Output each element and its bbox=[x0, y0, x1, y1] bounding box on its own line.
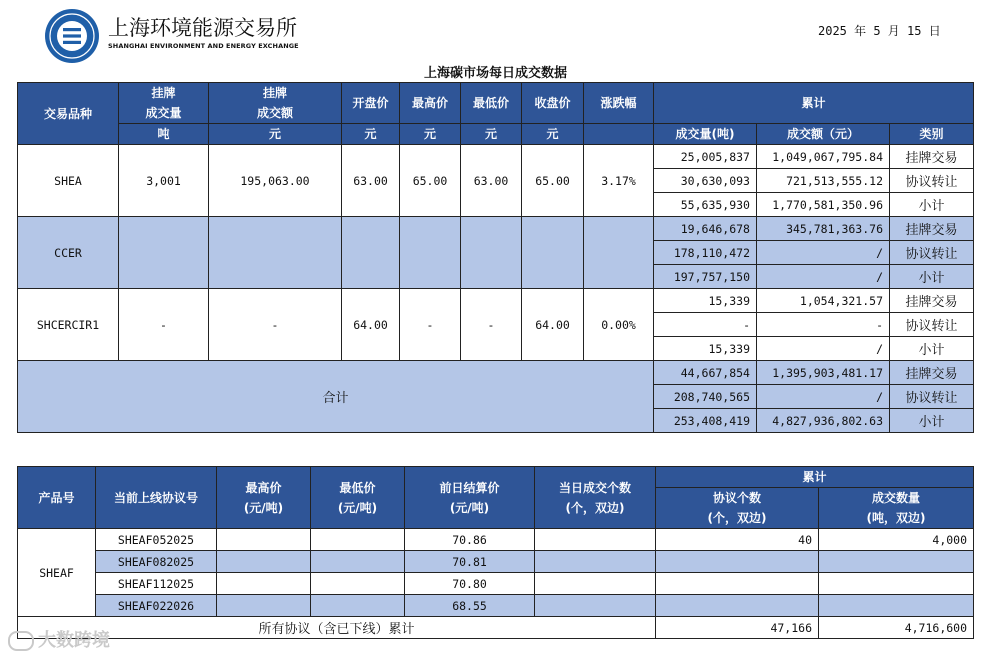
product-name: SHEA bbox=[18, 145, 119, 217]
trade-type: 协议转让 bbox=[890, 169, 974, 193]
trade-type: 挂牌交易 bbox=[890, 145, 974, 169]
header-settle-price: 前日结算价 (元/吨) bbox=[405, 467, 535, 529]
total-row bbox=[18, 361, 974, 385]
high-price bbox=[217, 595, 311, 617]
listed-amount bbox=[209, 217, 342, 289]
low-price bbox=[311, 529, 405, 551]
unit-open: 元 bbox=[342, 124, 400, 145]
price-change: 0.00% bbox=[584, 289, 654, 361]
cum-amount: 1,770,581,350.96 bbox=[757, 193, 890, 217]
org-name-en: SHANGHAI ENVIRONMENT AND ENERGY EXCHANGE bbox=[108, 42, 299, 50]
header-high: 最高价 bbox=[400, 83, 461, 124]
table-row bbox=[18, 551, 974, 573]
table-row bbox=[18, 595, 974, 617]
unit-low: 元 bbox=[461, 124, 522, 145]
watermark-text: 大数跨境 bbox=[38, 630, 110, 651]
price-change bbox=[584, 217, 654, 289]
trade-type: 挂牌交易 bbox=[890, 217, 974, 241]
product-name: CCER bbox=[18, 217, 119, 289]
trade-type: 挂牌交易 bbox=[890, 289, 974, 313]
settle-price: 68.55 bbox=[405, 595, 535, 617]
contract-code: SHEAF082025 bbox=[96, 551, 217, 573]
total-qty: 4,716,600 bbox=[819, 617, 974, 639]
unit-high: 元 bbox=[400, 124, 461, 145]
contract-code: SHEAF022026 bbox=[96, 595, 217, 617]
settle-price: 70.81 bbox=[405, 551, 535, 573]
total-count: 47,166 bbox=[656, 617, 819, 639]
low-price bbox=[461, 217, 522, 289]
header-cum-amount: 成交额（元） bbox=[757, 124, 890, 145]
cum-amount: - bbox=[757, 313, 890, 337]
low-price: 63.00 bbox=[461, 145, 522, 217]
close-price: 64.00 bbox=[522, 289, 584, 361]
trade-type: 挂牌交易 bbox=[890, 361, 974, 385]
cum-volume: 25,005,837 bbox=[654, 145, 757, 169]
cum-count bbox=[656, 573, 819, 595]
cum-volume: 15,339 bbox=[654, 289, 757, 313]
header-high-price: 最高价 (元/吨) bbox=[217, 467, 311, 529]
trade-type: 小计 bbox=[890, 193, 974, 217]
cum-amount: 1,395,903,481.17 bbox=[757, 361, 890, 385]
low-price bbox=[311, 573, 405, 595]
table-row bbox=[18, 573, 974, 595]
table-row bbox=[18, 289, 974, 313]
daily-count bbox=[535, 595, 656, 617]
trade-type: 小计 bbox=[890, 265, 974, 289]
header-product: 交易品种 bbox=[18, 83, 119, 145]
header-listed-amount: 挂牌 成交额 bbox=[209, 83, 342, 124]
trade-type: 小计 bbox=[890, 337, 974, 361]
cum-amount: 345,781,363.76 bbox=[757, 217, 890, 241]
open-price bbox=[342, 217, 400, 289]
daily-count bbox=[535, 551, 656, 573]
header-product-code: 产品号 bbox=[18, 467, 96, 529]
cum-qty: 4,000 bbox=[819, 529, 974, 551]
trade-type: 协议转让 bbox=[890, 241, 974, 265]
cum-volume: 55,635,930 bbox=[654, 193, 757, 217]
cum-volume: - bbox=[654, 313, 757, 337]
cum-qty bbox=[819, 595, 974, 617]
cum-amount: 1,054,321.57 bbox=[757, 289, 890, 313]
total-row bbox=[18, 617, 974, 639]
table-row bbox=[18, 145, 974, 169]
header-close: 收盘价 bbox=[522, 83, 584, 124]
cum-amount: 1,049,067,795.84 bbox=[757, 145, 890, 169]
table-row bbox=[18, 529, 974, 551]
listed-amount: 195,063.00 bbox=[209, 145, 342, 217]
unit-change bbox=[584, 124, 654, 145]
unit-volume: 吨 bbox=[119, 124, 209, 145]
header-type: 类别 bbox=[890, 124, 974, 145]
cum-amount: / bbox=[757, 265, 890, 289]
contract-code: SHEAF052025 bbox=[96, 529, 217, 551]
total-label: 所有协议（含已下线）累计 bbox=[18, 617, 656, 639]
high-price: - bbox=[400, 289, 461, 361]
header-cumulative: 累计 bbox=[656, 467, 974, 488]
unit-amount: 元 bbox=[209, 124, 342, 145]
settle-price: 70.86 bbox=[405, 529, 535, 551]
close-price: 65.00 bbox=[522, 145, 584, 217]
product-code: SHEAF bbox=[18, 529, 96, 617]
cum-volume: 208,740,565 bbox=[654, 385, 757, 409]
daily-count bbox=[535, 573, 656, 595]
header-daily-count: 当日成交个数 (个，双边) bbox=[535, 467, 656, 529]
open-price: 64.00 bbox=[342, 289, 400, 361]
header-cumulative: 累计 bbox=[654, 83, 974, 124]
cum-volume: 30,630,093 bbox=[654, 169, 757, 193]
cum-count bbox=[656, 551, 819, 573]
high-price bbox=[400, 217, 461, 289]
cum-qty bbox=[819, 551, 974, 573]
listed-volume bbox=[119, 217, 209, 289]
header-cum-volume: 成交量(吨) bbox=[654, 124, 757, 145]
futures-table bbox=[17, 466, 974, 639]
cum-qty bbox=[819, 573, 974, 595]
header-low: 最低价 bbox=[461, 83, 522, 124]
trade-type: 小计 bbox=[890, 409, 974, 433]
cum-volume: 19,646,678 bbox=[654, 217, 757, 241]
product-name: SHCERCIR1 bbox=[18, 289, 119, 361]
cum-amount: / bbox=[757, 337, 890, 361]
cum-amount: 721,513,555.12 bbox=[757, 169, 890, 193]
header-contract: 当前上线协议号 bbox=[96, 467, 217, 529]
listed-volume: 3,001 bbox=[119, 145, 209, 217]
total-label: 合计 bbox=[18, 361, 654, 433]
listed-amount: - bbox=[209, 289, 342, 361]
cum-amount: / bbox=[757, 385, 890, 409]
high-price bbox=[217, 573, 311, 595]
cum-volume: 197,757,150 bbox=[654, 265, 757, 289]
daily-count bbox=[535, 529, 656, 551]
cum-volume: 253,408,419 bbox=[654, 409, 757, 433]
header-open: 开盘价 bbox=[342, 83, 400, 124]
chat-bubble-icon bbox=[8, 631, 34, 651]
cum-count: 40 bbox=[656, 529, 819, 551]
org-name-cn: 上海环境能源交易所 bbox=[108, 16, 297, 40]
trade-type: 协议转让 bbox=[890, 313, 974, 337]
low-price: - bbox=[461, 289, 522, 361]
cum-count bbox=[656, 595, 819, 617]
cum-volume: 178,110,472 bbox=[654, 241, 757, 265]
trade-type: 协议转让 bbox=[890, 385, 974, 409]
settle-price: 70.80 bbox=[405, 573, 535, 595]
listed-volume: - bbox=[119, 289, 209, 361]
daily-trading-table bbox=[17, 82, 974, 433]
cum-volume: 44,667,854 bbox=[654, 361, 757, 385]
table-row bbox=[18, 217, 974, 241]
open-price: 63.00 bbox=[342, 145, 400, 217]
header-listed-volume: 挂牌 成交量 bbox=[119, 83, 209, 124]
header-change: 涨跌幅 bbox=[584, 83, 654, 124]
cum-amount: / bbox=[757, 241, 890, 265]
cum-amount: 4,827,936,802.63 bbox=[757, 409, 890, 433]
contract-code: SHEAF112025 bbox=[96, 573, 217, 595]
cum-volume: 15,339 bbox=[654, 337, 757, 361]
exchange-logo bbox=[44, 8, 100, 64]
header-low-price: 最低价 (元/吨) bbox=[311, 467, 405, 529]
unit-close: 元 bbox=[522, 124, 584, 145]
header-cum-qty: 成交数量 (吨，双边) bbox=[819, 488, 974, 529]
report-date: 2025 年 5 月 15 日 bbox=[818, 24, 941, 38]
high-price bbox=[217, 551, 311, 573]
page-title: 上海碳市场每日成交数据 bbox=[423, 66, 567, 81]
high-price: 65.00 bbox=[400, 145, 461, 217]
low-price bbox=[311, 551, 405, 573]
watermark bbox=[8, 626, 110, 652]
low-price bbox=[311, 595, 405, 617]
close-price bbox=[522, 217, 584, 289]
header-cum-count: 协议个数 (个，双边) bbox=[656, 488, 819, 529]
high-price bbox=[217, 529, 311, 551]
price-change: 3.17% bbox=[584, 145, 654, 217]
